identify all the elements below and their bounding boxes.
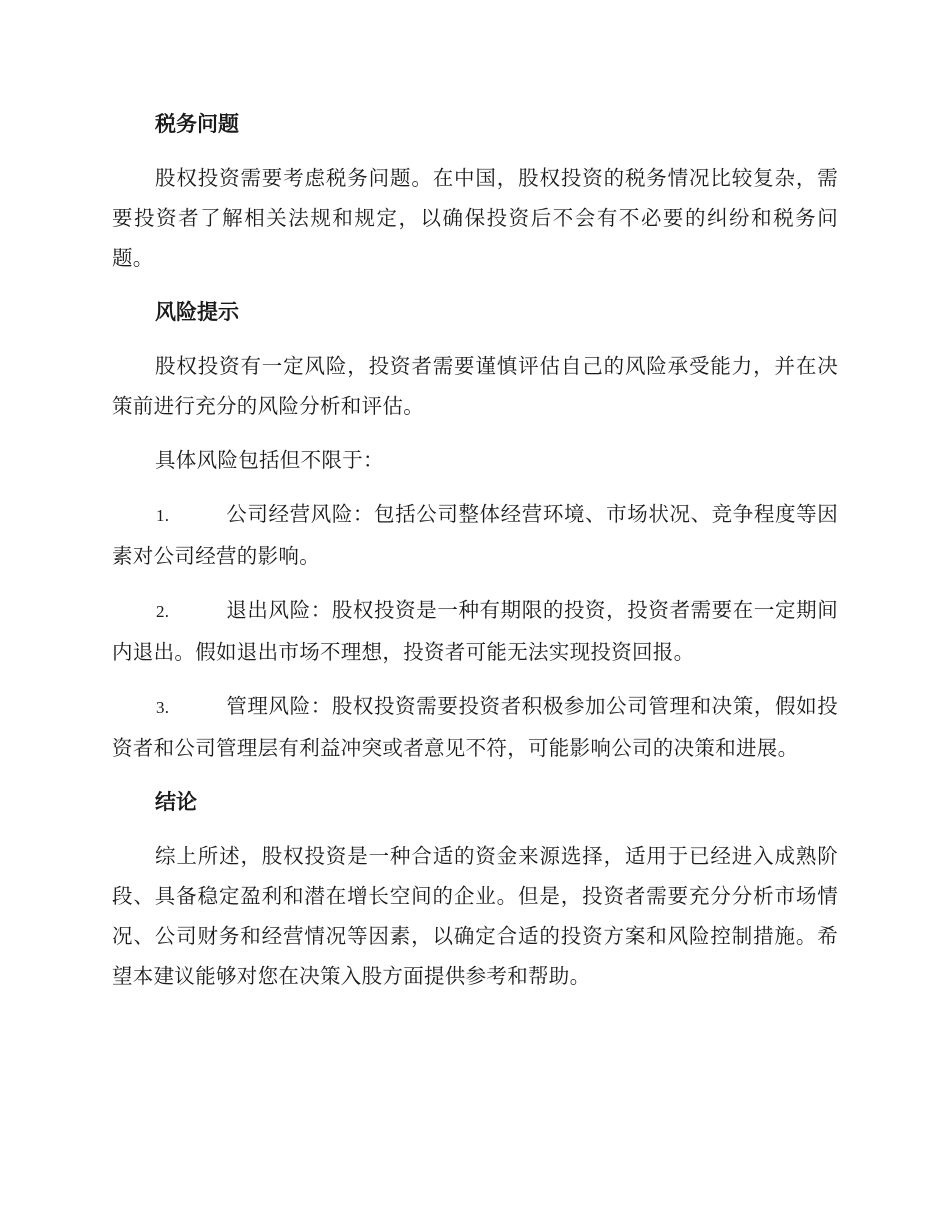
tax-paragraph: 股权投资需要考虑税务问题。在中国，股权投资的税务情况比较复杂，需要投资者了解相关法规和规定，以确保投资后不会有不必要的纠纷和税务问题。 [112, 166, 838, 270]
list-item-number: 3. [156, 698, 170, 717]
list-item-number: 2. [156, 602, 170, 621]
list-item-text: 退出风险：股权投资是一种有期限的投资，投资者需要在一定期间内退出。假如退出市场不理想，投资者可能无法实现投资回报。 [112, 598, 838, 664]
list-item-text: 公司经营风险：包括公司整体经营环境、市场状况、竞争程度等因素对公司经营的影响。 [112, 502, 838, 568]
list-item-number: 1. [156, 506, 170, 525]
section-heading-risk: 风险提示 [155, 300, 239, 324]
list-item [112, 494, 838, 576]
list-item [112, 686, 838, 768]
risk-intro-paragraph: 股权投资有一定风险，投资者需要谨慎评估自己的风险承受能力，并在决策前进行充分的风险分析和评估。 [112, 354, 838, 418]
conclusion-paragraph: 综上所述，股权投资是一种合适的资金来源选择，适用于已经进入成熟阶段、具备稳定盈利和潜在增长空间的企业。但是，投资者需要充分分析市场情况、公司财务和经营情况等因素，以确定合适的投资方案和风险控制措施。希望本建议能够对您在决策入股方面提供参考和帮助。 [112, 844, 838, 988]
list-item-text: 管理风险：股权投资需要投资者积极参加公司管理和决策，假如投资者和公司管理层有利益冲突或者意见不符，可能影响公司的决策和进展。 [112, 694, 838, 760]
list-item [112, 590, 838, 672]
document-page [112, 104, 838, 1010]
risk-list-lead: 具体风险包括但不限于： [155, 448, 384, 472]
section-heading-tax: 税务问题 [155, 112, 239, 136]
section-heading-conclusion: 结论 [155, 790, 197, 814]
